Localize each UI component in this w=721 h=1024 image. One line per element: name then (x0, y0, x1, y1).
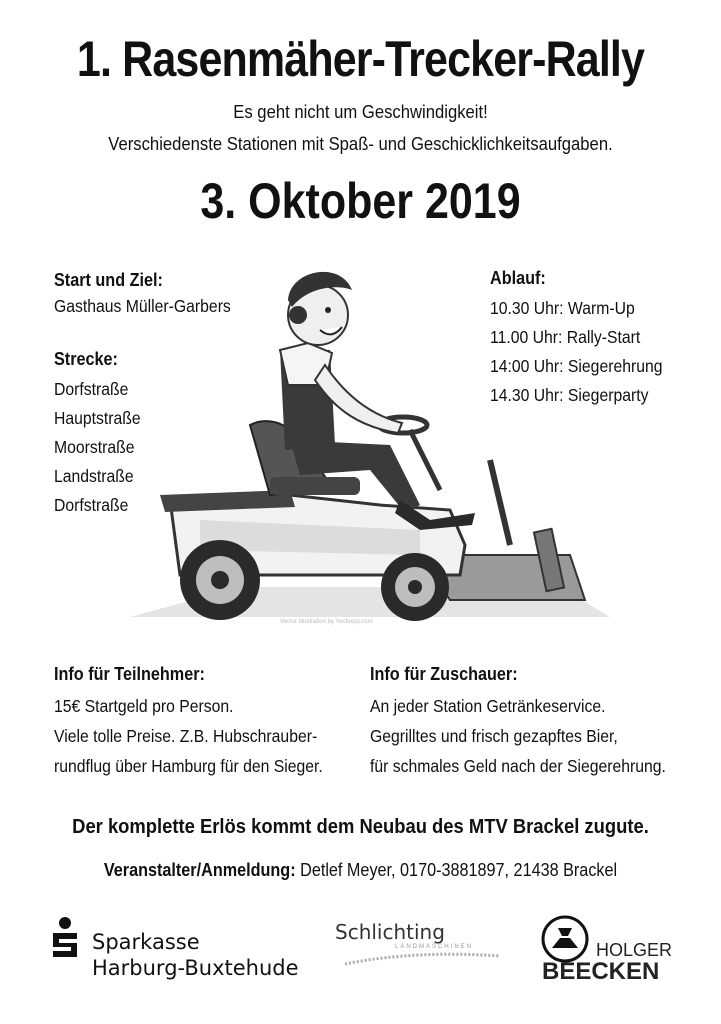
participants-heading: Info für Teilnehmer: (54, 664, 205, 684)
illustration-credit: Vector Illustration by Vecteezy.com (280, 619, 373, 625)
schedule-item: 10.30 Uhr: Warm-Up (490, 298, 635, 318)
route-street: Hauptstraße (54, 408, 141, 428)
subtitle-line-2: Verschiedenste Stationen mit Spaß- und Geschicklichkeitsaufgaben. (108, 133, 613, 154)
schedule-heading: Ablauf: (490, 268, 546, 288)
schlichting-logo (335, 920, 505, 980)
start-heading: Start und Ziel: (54, 270, 163, 290)
route-street: Dorfstraße (54, 379, 129, 399)
subtitle-line-1: Es geht nicht um Geschwindigkeit! (233, 101, 488, 122)
organizer-line (36, 860, 685, 881)
steering-column (410, 430, 440, 490)
start-location: Gasthaus Müller-Garbers (54, 296, 231, 316)
sparkasse-s-icon (50, 917, 80, 961)
schedule-item: 11.00 Uhr: Rally-Start (490, 327, 641, 347)
schedule-item: 14.30 Uhr: Siegerparty (490, 385, 649, 405)
route-street: Moorstraße (54, 437, 135, 457)
spectators-line: An jeder Station Getränkeservice. (370, 696, 606, 716)
schedule-item: 14:00 Uhr: Siegerehrung (490, 356, 663, 376)
sparkasse-region: Harburg-Buxtehude (92, 956, 299, 980)
participants-line: rundflug über Hamburg für den Sieger. (54, 756, 323, 776)
beecken-first-name: HOLGER (596, 940, 673, 960)
ear-protector-icon (289, 306, 307, 324)
participants-line: 15€ Startgeld pro Person. (54, 696, 234, 716)
spectators-heading: Info für Zuschauer: (370, 664, 518, 684)
organizer-contact: Detlef Meyer, 0170-3881897, 21438 Brackel (300, 860, 618, 880)
spectators-line: für schmales Geld nach der Siegerehrung. (370, 756, 666, 776)
participants-section (54, 664, 353, 781)
schlichting-swoosh-icon (335, 950, 505, 970)
route-street: Landstraße (54, 466, 134, 486)
proceeds-statement: Der komplette Erlös kommt dem Neubau des MTV Brackel zugute. (72, 816, 649, 838)
route-street: Dorfstraße (54, 495, 129, 515)
poster-title: 1. Rasenmäher-Trecker-Rally (76, 31, 645, 87)
spectators-section (370, 664, 699, 781)
organizer-label: Veranstalter/Anmeldung: (103, 860, 296, 880)
seat-cushion (270, 477, 360, 495)
sparkasse-name: Sparkasse (92, 930, 200, 954)
beecken-logo (540, 912, 680, 992)
schlichting-name: Schlichting (335, 920, 445, 944)
schlichting-subtitle: LANDMASCHINEN (395, 944, 474, 950)
front-rod (490, 460, 510, 545)
spectators-line: Gegrilltes und frisch gezapftes Bier, (370, 726, 618, 746)
person-eye (325, 307, 331, 313)
participants-line: Viele tolle Preise. Z.B. Hubschrauber- (54, 726, 318, 746)
beecken-emblem-icon (540, 914, 590, 964)
sparkasse-logo (50, 915, 330, 985)
event-date: 3. Oktober 2019 (200, 173, 521, 229)
lawn-mower-illustration (120, 255, 620, 640)
route-heading: Strecke: (54, 349, 118, 369)
beecken-last-name: BEECKEN (542, 958, 660, 985)
